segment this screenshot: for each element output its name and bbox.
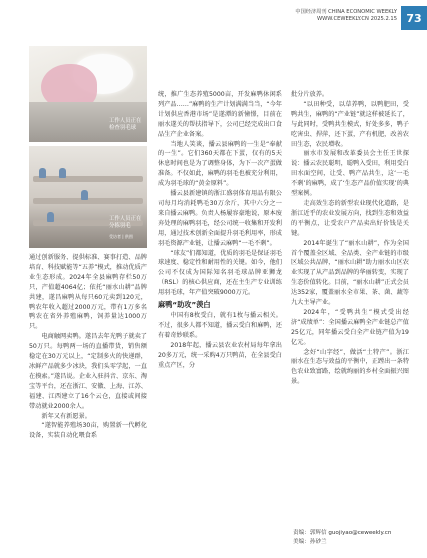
paragraph: “以田种受，以草养鸭，以鸭肥田，受鸭共生，麻鸭的“产业链”就这样被延长了，与此同时，受鸭共生模式，好处多多，鸭子吃害虫、捍萍，还下蛋，产有机肥，改善农田生态，农民增收。: [291, 100, 409, 148]
photo-feather-sorting: [29, 146, 147, 248]
paragraph: 丽水市发展和改革委员会主任王世探说：播云农民聪明，聪鸭入受田，利用受白田水面空间，让受、鸭产品共生，这‘一毛不剩’的麻鸭，成了‘生态产品价值实现’的典型案例。: [291, 150, 409, 198]
paragraph: 2024年，“受鸭共生”模式受出经济“成绩单”：全国播云麻鸭全产业链总产值25亿元，同年播云受白全产业链产值为19亿元。: [291, 308, 409, 346]
paragraph: 走高效生态的新型农业现代化道路，是浙江近乎的农业发展方向，找到生态和效益的平衡点，让受农户产品卖出好价钱是关键。: [291, 199, 409, 237]
page-header: [227, 0, 427, 36]
designer-line: 美编：孙砂兰: [293, 538, 327, 545]
paragraph: 播云县新建镇的浙江盛羽体育用品有限公司每月均消耗鸭毛30万余斤，其中六分之一来自播云麻鸭。负责人杨履容豪地说，原本废弃处理的麻鸭羽毛，经公司统一收集和开发利用，通过技术创新全面提升羽毛利用率，形成羽毛资源产业链，让播云麻鸭“一毛不剩”。: [158, 190, 282, 247]
article-column-2: [158, 90, 282, 370]
photo-caption-2: [109, 216, 141, 231]
editor-credits: [293, 529, 391, 546]
paragraph: 新年又有新愿景。: [41, 412, 91, 420]
paragraph: 批分片放养。: [291, 91, 329, 98]
photo-credit: 受访者 | 供图: [109, 234, 133, 239]
paragraph: 2014年诞生了“丽水山耕”，作为全国首个覆盖全区域、全品类、全产业链的市级区域公共品牌，“丽水山耕”助力丽水山区农业实现了从产品到品牌的华丽转变，实现了生态价值转化。目前，“丽水山耕”正式会员达352家，覆盖丽水全市果、茶、菌、蔬等九大主导产业。: [291, 239, 409, 307]
paragraph: 念好“山字经”，做活“土特产”。浙江丽水在生态与效益的平衡中，正蹚出一条特色农业致富路，绘就绚丽的乡村全面振兴图景。: [291, 348, 409, 386]
article-column-1: [29, 253, 147, 441]
work-table: [33, 176, 143, 182]
paragraph: “遂智能养殖场30亩，购置新一代孵化设备，实装自动化喂食系: [29, 422, 147, 440]
editor-line: 责编：郭辉信 guojiyao@ceweekly.cn: [293, 530, 392, 536]
caption-2-line-1: 工作人员正在: [109, 216, 142, 222]
caption-2-line-2: 分拣羽毛: [109, 223, 131, 230]
magazine-url-date: WWW.CEWEEKLY.CN 2025.2.15: [317, 16, 397, 22]
header-text: [295, 9, 397, 23]
paragraph: 电商触网卖鸭。遂昌去年光鸭子就卖了50万只。每鸭两一场的直播带货，销售额稳定在30万元以上，“定制多火的快递群，冰鲜产品就多少冰块，我们头零学起，一直在摸索。”遂昌说。企业入驻抖音、京东、淘宝等平台，还在浙江、安徽、上海、江苏、福建、江西建立了16个云仓，直接或间接带动就业2000余人。: [29, 333, 147, 410]
page-number: 73: [401, 6, 427, 30]
paragraph: 统，推广生态养殖5000亩，开发麻鸭休闲系列产品……”麻鸭的生产计划满满当当，“今年计划供应香港市场”是遂潭的新憧憬，目前在丽水遂关的帮扶指导下，公司已经完成出口食品生产企业备案。: [158, 91, 282, 138]
paragraph: 中国有8枚受白，就有1枚与播云相关。不过，很多人都不知道，播云受白和麻鸭，还有着奇妙联系。: [158, 312, 282, 339]
caption-1-line-2: 检查羽毛球: [109, 125, 136, 132]
worker-figure: [59, 168, 66, 178]
photo-collage: [29, 46, 147, 248]
magazine-name: 中国经济周刊 CHINA ECONOMIC WEEKLY: [295, 9, 397, 15]
paragraph: 2018年起，播云县农业农村局每年拿出20多万元，统一采购4万只鸭苗，在全县受白重点产区，分: [158, 341, 282, 369]
paragraph: “球友”们都知道，优质的羽毛是保证羽毛球速度、稳定性和耐用性的关键。如今，他们公司不仅成为国际知名羽毛球品牌亚狮龙（RSL）的核心供应商，还在主生产专业训练用羽毛球，年产值突破9000万元。: [158, 249, 282, 297]
work-table: [33, 198, 143, 204]
paragraph: 当地人笑谈，播云县麻鸭的一生是“奉献的一生”。它们360天都在下蛋，仅有的5天休息时间也是为了调整身体，为下一次产蛋做准备。不仅如此，麻鸭的羽毛也被充分利用，成为羽毛球的“黄金原料”。: [158, 140, 282, 188]
photo-caption-1: [109, 118, 141, 133]
worker-figure: [47, 212, 54, 222]
article-column-3: [291, 90, 409, 387]
caption-1-line-1: 工作人员正在: [109, 118, 142, 124]
worker-figure: [39, 168, 46, 178]
section-heading: 麻鸭“助攻”羡白: [158, 300, 211, 310]
paragraph: 通过创新服务、提供标准、赛事打造、品牌培育、科技赋能等“五养”模式，推动优质产业生态形成。2024年全县麻鸭存栏50万只，产值超4064亿；依托“丽水山耕”品牌共建，遂昌麻鸭从每只60元卖到120元，鸭农年收入超过2000万元，带有1万多名鸭农在省外养殖麻鸭，饲养量达1000万只。: [29, 254, 147, 331]
worker-figure: [81, 190, 88, 200]
